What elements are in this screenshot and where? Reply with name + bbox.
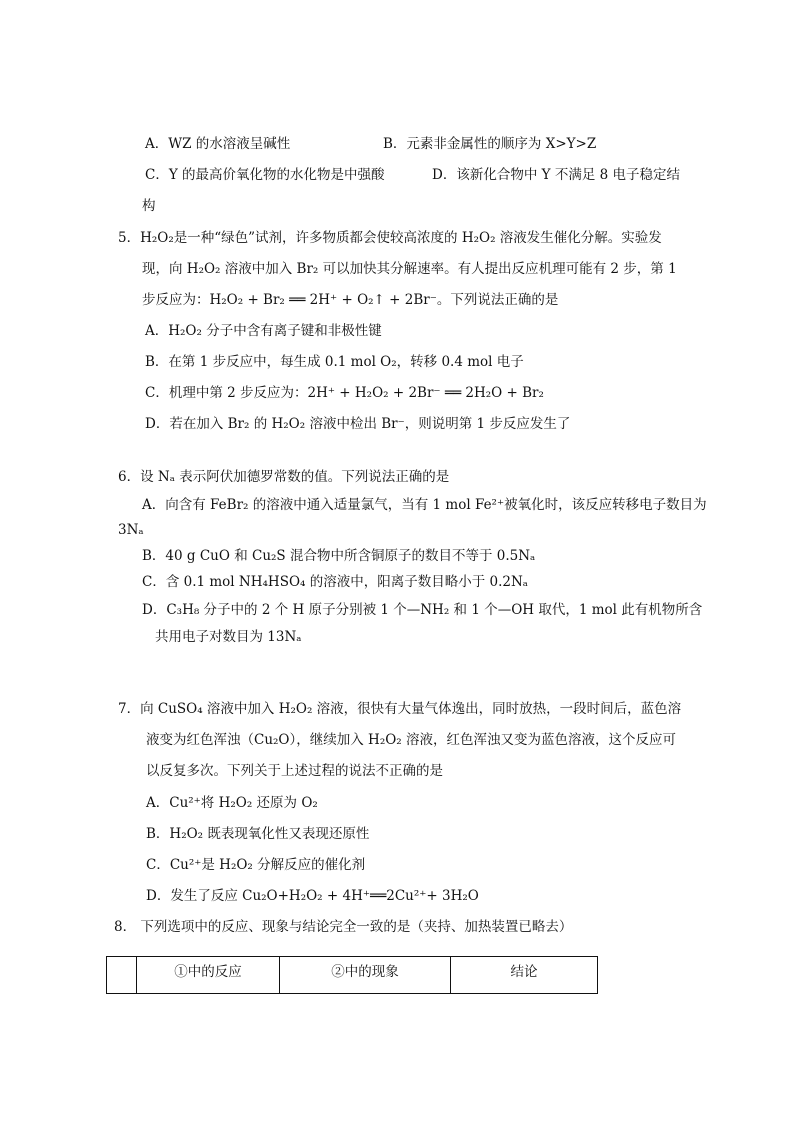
q6-option-b: B．40 g CuO 和 Cu₂S 混合物中所含铜原子的数目不等于 0.5Nₐ [142,548,536,564]
q7-stem-line3: 以反复多次。下列关于上述过程的说法不正确的是 [146,763,443,779]
q7-option-a: A．Cu²⁺将 H₂O₂ 还原为 O₂ [146,795,318,811]
q4-option-b: B．元素非金属性的顺序为 X>Y>Z [383,136,597,152]
q6-option-d-continued: 共用电子对数目为 13Nₐ [155,629,302,645]
table-header-phenomenon: ②中的现象 [280,957,451,994]
q5-option-c: C．机理中第 2 步反应为：2H⁺ + H₂O₂ + 2Br⁻ ══ 2H₂O + Br₂ [145,385,544,401]
q7-option-c: C．Cu²⁺是 H₂O₂ 分解反应的催化剂 [146,857,366,873]
q6-option-a-continued: 3Nₐ [118,522,144,538]
q4-option-c: C．Y 的最高价氧化物的水化物是中强酸 [145,167,385,183]
q6-stem: 6．设 Nₐ 表示阿伏加德罗常数的值。下列说法正确的是 [118,469,450,485]
q4-option-d-continued: 构 [142,198,156,214]
q5-option-d: D．若在加入 Br₂ 的 H₂O₂ 溶液中检出 Br⁻，则说明第 1 步反应发生了 [145,416,571,432]
q6-option-a: A．向含有 FeBr₂ 的溶液中通入适量氯气，当有 1 mol Fe²⁺被氧化时，该反应转移电子数目为 [142,497,707,513]
table-header-reaction: ①中的反应 [137,957,280,994]
q5-stem-line3: 步反应为：H₂O₂ + Br₂ ══ 2H⁺ + O₂↑ + 2Br⁻。下列说法正确的是 [142,292,559,308]
q5-stem-line2: 现，向 H₂O₂ 溶液中加入 Br₂ 可以加快其分解速率。有人提出反应机理可能有 2 步，第 1 [142,261,677,277]
q6-option-c: C．含 0.1 mol NH₄HSO₄ 的溶液中，阳离子数目略小于 0.2Nₐ [142,574,528,590]
q7-option-b: B．H₂O₂ 既表现氧化性又表现还原性 [146,826,370,842]
q7-stem-line1: 7．向 CuSO₄ 溶液中加入 H₂O₂ 溶液，很快有大量气体逸出，同时放热，一段时间后，蓝色溶 [118,701,682,717]
table-row [107,957,598,994]
table-header-conclusion: 结论 [451,957,598,994]
q5-option-a: A．H₂O₂ 分子中含有离子键和非极性键 [145,323,382,339]
q6-option-d: D．C₃H₈ 分子中的 2 个 H 原子分别被 1 个—NH₂ 和 1 个—OH 取代，1 mol 此有机物所含 [142,602,703,618]
q7-stem-line2: 液变为红色浑浊（Cu₂O），继续加入 H₂O₂ 溶液，红色浑浊又变为蓝色溶液，这个反应可 [146,732,676,748]
q7-option-d: D．发生了反应 Cu₂O+H₂O₂ + 4H⁺══2Cu²⁺+ 3H₂O [146,888,479,904]
q8-table [106,956,598,994]
q8-stem: 8． 下列选项中的反应、现象与结论完全一致的是（夹持、加热装置已略去） [114,919,573,935]
q5-option-b: B．在第 1 步反应中，每生成 0.1 mol O₂，转移 0.4 mol 电子 [145,354,524,370]
table-header-blank [107,957,137,994]
q4-option-d: D．该新化合物中 Y 不满足 8 电子稳定结 [432,167,680,183]
q4-option-a: A．WZ 的水溶液呈碱性 [145,136,291,152]
q5-stem-line1: 5．H₂O₂是一种“绿色”试剂，许多物质都会使较高浓度的 H₂O₂ 溶液发生催化分解。实验发 [118,230,662,246]
